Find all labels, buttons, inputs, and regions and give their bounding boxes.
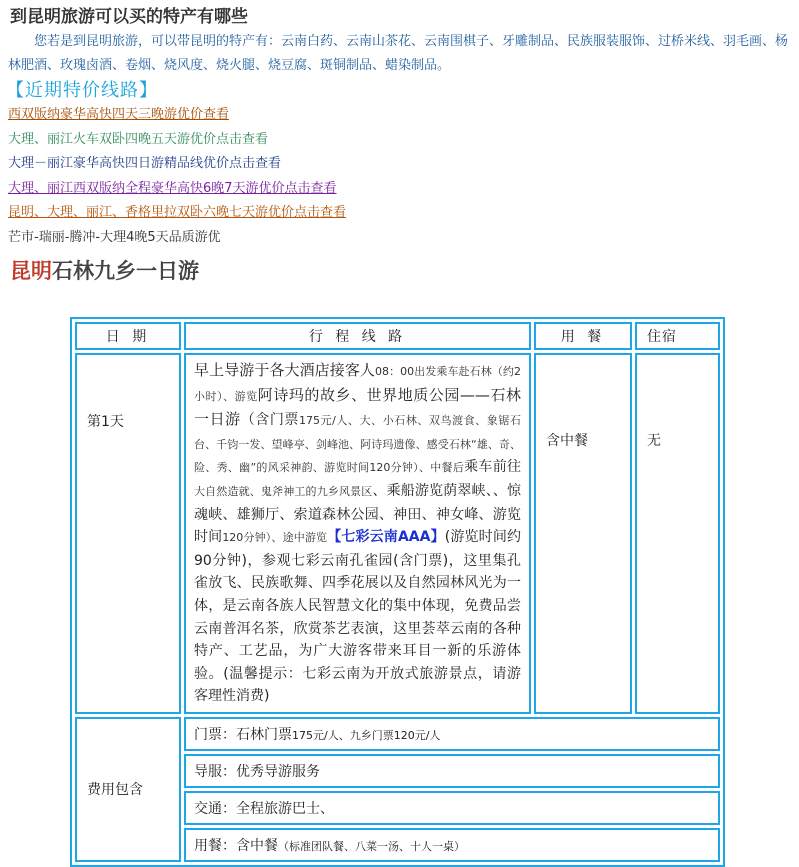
fee-item-note: 175元/人、九乡门票120元/人: [292, 728, 441, 742]
promo-heading: 【近期特价线路】: [6, 80, 158, 101]
tour-title: [10, 255, 199, 285]
fee-item-note: （标准团队餐、八菜一汤、十人一桌）: [278, 839, 465, 853]
fee-item-main: 门票：石林门票: [194, 726, 292, 743]
header-meal: 用 餐: [534, 322, 632, 350]
description-segment: 阿诗玛的故乡、世界地质公园——石林一日游: [194, 385, 521, 429]
highlight-attraction: 【七彩云南AAA】: [327, 529, 445, 546]
table-row-fee: [75, 717, 720, 751]
tour-title-rest: 石林九乡一日游: [52, 258, 199, 283]
route-link[interactable]: 昆明、大理、丽江、香格里拉双卧六晚七天游优价点击查看: [8, 205, 347, 220]
route-link[interactable]: 芒市-瑞丽-腾冲-大理4晚5天品质游优: [8, 229, 221, 245]
route-link-list: [8, 103, 346, 250]
day-stay: 无: [635, 353, 720, 714]
description-segment: 大自然造就、鬼斧神工的九乡风景区: [194, 484, 373, 498]
fee-item: [184, 828, 720, 862]
page-title: 到昆明旅游可以买的特产有哪些: [10, 7, 248, 27]
description-segment: 120分钟）、途中游览: [222, 531, 328, 545]
description-segment: 175元/人、大、小石林、双鸟渡食、象锯石台、千钧一发、望峰亭、剑峰池、阿诗玛遗像、感受石林“雄、奇、险、秀、幽”的风采神韵、游览时间120分钟）、中餐后: [194, 414, 521, 475]
fee-item: [184, 717, 720, 751]
route-link[interactable]: 大理、丽江西双版纳全程豪华高快6晚7天游优价点击查看: [8, 180, 337, 196]
table-row-day1: [75, 353, 720, 714]
description-segment: 乘车前往: [464, 459, 521, 476]
fee-item-main: 交通：全程旅游巴士、: [194, 800, 334, 817]
description-segment: （含门票: [240, 412, 300, 429]
tour-title-accent: 昆明: [10, 258, 52, 283]
itinerary-table: [70, 317, 725, 867]
day-label: 第1天: [75, 353, 181, 714]
fee-item: [184, 754, 720, 788]
route-link[interactable]: 大理－丽江豪华高快四日游精品线优价点击查看: [8, 156, 282, 171]
description-segment: (游览时间约90分钟)，参观七彩云南孔雀园(含门票)，这里集孔雀放飞、民族歌舞、四季花展以及自然园林风光为一体，是云南各族人民智慧文化的集中体现，免费品尝云南普洱名茶，欣赏茶艺表演，这里荟萃云南的各种特产、工艺品，为广大游客带来耳目一新的乐游体验。(温馨提示：七彩云南为开放式旅游景点，请游客理性消费): [194, 529, 521, 705]
route-link[interactable]: 西双版纳豪华高快四天三晚游优价查看: [8, 107, 230, 122]
fee-item-main: 导服：优秀导游服务: [194, 763, 320, 780]
day-meal: 含中餐: [534, 353, 632, 714]
description-segment: 早上导游于各大酒店接客人: [194, 361, 375, 379]
header-route: 行 程 线 路: [184, 322, 531, 350]
header-stay: 住宿: [635, 322, 720, 350]
fee-item-main: 用餐：含中餐: [194, 837, 278, 854]
description-segment: 08：00出发乘车赴石林（约2小时）、游览: [194, 365, 521, 403]
intro-paragraph: 您若是到昆明旅游，可以带昆明的特产有：云南白药、云南山茶花、云南围棋子、牙雕制品、民族服装服饰、过桥米线、羽毛画、杨林肥酒、玫瑰卤酒、卷烟、烧风度、烧火腿、烧豆腐、斑铜制品、蜡染制品。: [8, 34, 789, 73]
header-date: 日 期: [75, 322, 181, 350]
fee-label: 费用包含: [75, 717, 181, 862]
fee-item: [184, 791, 720, 825]
route-link[interactable]: 大理、丽江火车双卧四晚五天游优价点击查看: [8, 131, 269, 147]
table-header-row: [75, 322, 720, 350]
description-segment: 、乘船游览荫翠峡、、惊魂峡、雄狮厅、索道森林公园、神田、神女峰、游览时间: [194, 482, 522, 546]
day-route-description: [184, 353, 531, 714]
